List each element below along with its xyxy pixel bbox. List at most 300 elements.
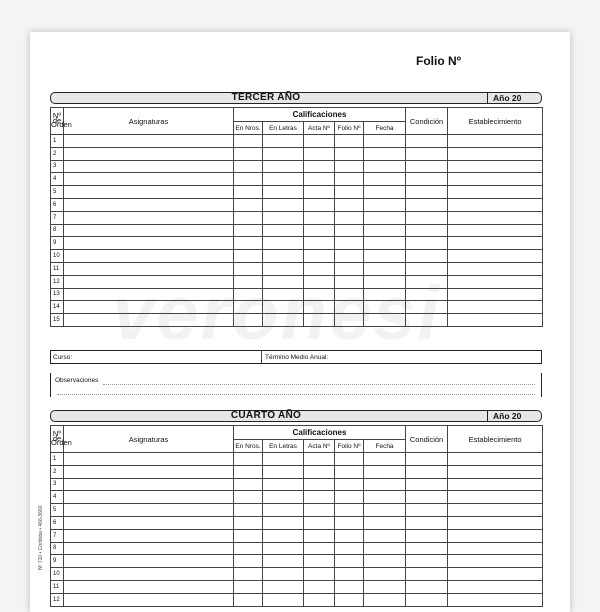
grade-number-cell[interactable]	[234, 580, 263, 593]
institution-cell[interactable]	[448, 453, 543, 466]
grade-letters-cell[interactable]	[263, 288, 304, 301]
institution-cell[interactable]	[448, 211, 543, 224]
subject-cell[interactable]	[64, 529, 234, 542]
folio-cell[interactable]	[335, 465, 364, 478]
institution-cell[interactable]	[448, 288, 543, 301]
observations-line	[57, 394, 535, 395]
date-cell[interactable]	[364, 465, 406, 478]
grade-number-cell[interactable]	[234, 314, 263, 327]
row-number: 12	[51, 593, 64, 606]
condition-cell[interactable]	[406, 465, 448, 478]
institution-cell[interactable]	[448, 555, 543, 568]
table-row	[51, 288, 543, 301]
date-cell[interactable]	[364, 262, 406, 275]
institution-cell[interactable]	[448, 478, 543, 491]
subject-cell[interactable]	[64, 262, 234, 275]
grade-number-cell[interactable]	[234, 453, 263, 466]
condition-cell[interactable]	[406, 211, 448, 224]
row-number: 15	[51, 314, 64, 327]
date-cell[interactable]	[364, 224, 406, 237]
date-cell[interactable]	[364, 529, 406, 542]
acta-cell[interactable]	[304, 224, 335, 237]
grade-number-cell[interactable]	[234, 224, 263, 237]
folio-cell[interactable]	[335, 314, 364, 327]
subject-cell[interactable]	[64, 542, 234, 555]
year-field[interactable]: Año 20	[487, 411, 541, 421]
institution-cell[interactable]	[448, 580, 543, 593]
folio-header: Folio Nº	[335, 122, 364, 135]
subject-cell[interactable]	[64, 198, 234, 211]
institution-cell[interactable]	[448, 516, 543, 529]
acta-cell[interactable]	[304, 478, 335, 491]
row-number: 5	[51, 186, 64, 199]
grade-number-cell[interactable]	[234, 275, 263, 288]
condition-cell[interactable]	[406, 224, 448, 237]
folio-label: Folio Nº	[416, 54, 462, 68]
date-cell[interactable]	[364, 453, 406, 466]
date-cell[interactable]	[364, 314, 406, 327]
observations-label: Observaciones	[55, 377, 99, 384]
folio-cell[interactable]	[335, 275, 364, 288]
subject-cell[interactable]	[64, 135, 234, 148]
printer-imprint: Nº 710 • Córdoba • 466-3660	[38, 505, 44, 570]
subject-cell[interactable]	[64, 275, 234, 288]
subject-cell[interactable]	[64, 568, 234, 581]
table-row	[51, 160, 543, 173]
condition-cell[interactable]	[406, 250, 448, 263]
institution-cell[interactable]	[448, 224, 543, 237]
section-fourth-year	[50, 410, 542, 603]
folio-cell[interactable]	[335, 250, 364, 263]
grade-letters-cell[interactable]	[263, 555, 304, 568]
grade-number-cell[interactable]	[234, 301, 263, 314]
date-cell[interactable]	[364, 580, 406, 593]
folio-cell[interactable]	[335, 453, 364, 466]
grade-number-cell[interactable]	[234, 288, 263, 301]
grade-number-cell[interactable]	[234, 529, 263, 542]
acta-cell[interactable]	[304, 568, 335, 581]
row-number: 10	[51, 250, 64, 263]
grade-number-cell[interactable]	[234, 211, 263, 224]
condition-header: Condición	[406, 108, 448, 135]
table-row	[51, 580, 543, 593]
year-field[interactable]: Año 20	[487, 93, 541, 103]
condition-cell[interactable]	[406, 580, 448, 593]
date-header: Fecha	[364, 122, 406, 135]
condition-cell[interactable]	[406, 160, 448, 173]
date-cell[interactable]	[364, 198, 406, 211]
table-row	[51, 453, 543, 466]
acta-cell[interactable]	[304, 237, 335, 250]
grade-letters-cell[interactable]	[263, 516, 304, 529]
grade-letters-cell[interactable]	[263, 491, 304, 504]
acta-cell[interactable]	[304, 491, 335, 504]
table-row	[51, 135, 543, 148]
row-number: 6	[51, 198, 64, 211]
row-number: 8	[51, 542, 64, 555]
table-row	[51, 529, 543, 542]
grade-letters-cell[interactable]	[263, 465, 304, 478]
institution-cell[interactable]	[448, 173, 543, 186]
acta-cell[interactable]	[304, 453, 335, 466]
institution-cell[interactable]	[448, 568, 543, 581]
observations-box[interactable]	[50, 373, 542, 397]
row-number: 3	[51, 160, 64, 173]
condition-cell[interactable]	[406, 198, 448, 211]
grade-letters-header: En Letras	[263, 440, 304, 453]
folio-cell[interactable]	[335, 288, 364, 301]
condition-cell[interactable]	[406, 173, 448, 186]
acta-cell[interactable]	[304, 211, 335, 224]
record-sheet	[30, 32, 570, 612]
grade-numbers-header: En Nros.	[234, 122, 263, 135]
institution-cell[interactable]	[448, 301, 543, 314]
folio-cell[interactable]	[335, 160, 364, 173]
grades-header: Calificaciones	[234, 426, 406, 440]
grade-number-cell[interactable]	[234, 542, 263, 555]
acta-cell[interactable]	[304, 314, 335, 327]
date-cell[interactable]	[364, 147, 406, 160]
institution-header: Establecimiento	[448, 426, 543, 453]
subject-cell[interactable]	[64, 288, 234, 301]
grade-number-cell[interactable]	[234, 173, 263, 186]
grade-number-cell[interactable]	[234, 186, 263, 199]
subject-cell[interactable]	[64, 491, 234, 504]
condition-cell[interactable]	[406, 542, 448, 555]
table-row	[51, 262, 543, 275]
course-field[interactable]: Curso:	[53, 354, 73, 361]
table-row	[51, 491, 543, 504]
subject-cell[interactable]	[64, 555, 234, 568]
acta-cell[interactable]	[304, 262, 335, 275]
grade-number-cell[interactable]	[234, 516, 263, 529]
grade-number-cell[interactable]	[234, 198, 263, 211]
acta-cell[interactable]	[304, 135, 335, 148]
institution-cell[interactable]	[448, 491, 543, 504]
acta-cell[interactable]	[304, 198, 335, 211]
folio-cell[interactable]	[335, 478, 364, 491]
acta-cell[interactable]	[304, 173, 335, 186]
condition-cell[interactable]	[406, 147, 448, 160]
folio-cell[interactable]	[335, 262, 364, 275]
subject-cell[interactable]	[64, 580, 234, 593]
grade-letters-cell[interactable]	[263, 301, 304, 314]
institution-cell[interactable]	[448, 275, 543, 288]
institution-cell[interactable]	[448, 135, 543, 148]
folio-cell[interactable]	[335, 504, 364, 517]
grade-letters-cell[interactable]	[263, 147, 304, 160]
date-cell[interactable]	[364, 186, 406, 199]
condition-cell[interactable]	[406, 314, 448, 327]
acta-cell[interactable]	[304, 542, 335, 555]
row-number: 11	[51, 262, 64, 275]
footer-divider	[261, 351, 262, 363]
row-number: 10	[51, 568, 64, 581]
grade-number-cell[interactable]	[234, 491, 263, 504]
row-number: 1	[51, 453, 64, 466]
date-cell[interactable]	[364, 516, 406, 529]
annual-average-field[interactable]: Término Medio Anual:	[265, 354, 329, 361]
subject-cell[interactable]	[64, 186, 234, 199]
grades-header: Calificaciones	[234, 108, 406, 122]
row-number: 6	[51, 516, 64, 529]
condition-cell[interactable]	[406, 288, 448, 301]
condition-cell[interactable]	[406, 453, 448, 466]
date-cell[interactable]	[364, 135, 406, 148]
row-number: 11	[51, 580, 64, 593]
condition-cell[interactable]	[406, 135, 448, 148]
row-number: 3	[51, 478, 64, 491]
acta-cell[interactable]	[304, 465, 335, 478]
subject-cell[interactable]	[64, 237, 234, 250]
subject-cell[interactable]	[64, 173, 234, 186]
row-number: 4	[51, 491, 64, 504]
date-cell[interactable]	[364, 275, 406, 288]
condition-cell[interactable]	[406, 275, 448, 288]
folio-cell[interactable]	[335, 173, 364, 186]
order-number-header: Nº de Orden	[51, 426, 64, 453]
grades-table	[50, 107, 543, 327]
table-row	[51, 555, 543, 568]
acta-cell[interactable]	[304, 186, 335, 199]
table-row	[51, 250, 543, 263]
institution-header: Establecimiento	[448, 108, 543, 135]
condition-cell[interactable]	[406, 186, 448, 199]
acta-cell[interactable]	[304, 301, 335, 314]
folio-cell[interactable]	[335, 555, 364, 568]
grade-letters-cell[interactable]	[263, 504, 304, 517]
subjects-header: Asignaturas	[64, 108, 234, 135]
date-cell[interactable]	[364, 237, 406, 250]
table-row	[51, 314, 543, 327]
row-number: 8	[51, 224, 64, 237]
table-row	[51, 478, 543, 491]
section-footer	[50, 350, 542, 364]
grade-number-cell[interactable]	[234, 465, 263, 478]
folio-cell[interactable]	[335, 529, 364, 542]
acta-cell[interactable]	[304, 529, 335, 542]
acta-header: Acta Nº	[304, 122, 335, 135]
folio-cell[interactable]	[335, 580, 364, 593]
table-row	[51, 275, 543, 288]
table-row	[51, 186, 543, 199]
grade-letters-cell[interactable]	[263, 275, 304, 288]
folio-cell[interactable]	[335, 186, 364, 199]
condition-cell[interactable]	[406, 491, 448, 504]
folio-cell[interactable]	[335, 198, 364, 211]
grade-letters-header: En Letras	[263, 122, 304, 135]
date-cell[interactable]	[364, 542, 406, 555]
grade-number-cell[interactable]	[234, 160, 263, 173]
folio-cell[interactable]	[335, 224, 364, 237]
institution-cell[interactable]	[448, 160, 543, 173]
grade-number-cell[interactable]	[234, 250, 263, 263]
grade-letters-cell[interactable]	[263, 250, 304, 263]
subjects-header: Asignaturas	[64, 426, 234, 453]
grade-letters-cell[interactable]	[263, 568, 304, 581]
grade-number-cell[interactable]	[234, 555, 263, 568]
subject-cell[interactable]	[64, 314, 234, 327]
table-row	[51, 224, 543, 237]
subject-cell[interactable]	[64, 160, 234, 173]
grade-letters-cell[interactable]	[263, 198, 304, 211]
folio-cell[interactable]	[335, 211, 364, 224]
date-cell[interactable]	[364, 301, 406, 314]
grade-letters-cell[interactable]	[263, 314, 304, 327]
grade-letters-cell[interactable]	[263, 173, 304, 186]
grade-number-cell[interactable]	[234, 262, 263, 275]
section-title: CUARTO AÑO	[230, 410, 302, 421]
section-title: TERCER AÑO	[231, 92, 301, 103]
table-row	[51, 568, 543, 581]
condition-cell[interactable]	[406, 237, 448, 250]
table-row	[51, 173, 543, 186]
date-cell[interactable]	[364, 211, 406, 224]
grade-letters-cell[interactable]	[263, 580, 304, 593]
date-cell[interactable]	[364, 555, 406, 568]
date-cell[interactable]	[364, 478, 406, 491]
grade-letters-cell[interactable]	[263, 453, 304, 466]
section-title-bar	[50, 410, 542, 422]
condition-cell[interactable]	[406, 301, 448, 314]
table-row	[51, 465, 543, 478]
grade-letters-cell[interactable]	[263, 135, 304, 148]
row-number: 13	[51, 288, 64, 301]
acta-cell[interactable]	[304, 275, 335, 288]
subject-cell[interactable]	[64, 478, 234, 491]
folio-cell[interactable]	[335, 516, 364, 529]
condition-header: Condición	[406, 426, 448, 453]
condition-cell[interactable]	[406, 478, 448, 491]
grade-number-cell[interactable]	[234, 147, 263, 160]
grade-letters-cell[interactable]	[263, 262, 304, 275]
row-number: 9	[51, 237, 64, 250]
observations-line	[103, 384, 535, 385]
table-row	[51, 504, 543, 517]
institution-cell[interactable]	[448, 198, 543, 211]
grade-numbers-header: En Nros.	[234, 440, 263, 453]
folio-cell[interactable]	[335, 237, 364, 250]
institution-cell[interactable]	[448, 465, 543, 478]
grade-letters-cell[interactable]	[263, 160, 304, 173]
acta-cell[interactable]	[304, 555, 335, 568]
acta-cell[interactable]	[304, 580, 335, 593]
grade-number-cell[interactable]	[234, 504, 263, 517]
folio-header: Folio Nº	[335, 440, 364, 453]
row-number: 5	[51, 504, 64, 517]
order-number-header: Nº de Orden	[51, 108, 64, 135]
grade-letters-cell[interactable]	[263, 478, 304, 491]
date-cell[interactable]	[364, 160, 406, 173]
table-row	[51, 516, 543, 529]
subject-cell[interactable]	[64, 250, 234, 263]
folio-cell[interactable]	[335, 491, 364, 504]
row-number: 4	[51, 173, 64, 186]
row-number: 7	[51, 529, 64, 542]
institution-cell[interactable]	[448, 542, 543, 555]
condition-cell[interactable]	[406, 529, 448, 542]
institution-cell[interactable]	[448, 314, 543, 327]
folio-cell[interactable]	[335, 301, 364, 314]
subject-cell[interactable]	[64, 211, 234, 224]
row-number: 2	[51, 147, 64, 160]
row-number: 2	[51, 465, 64, 478]
row-number: 14	[51, 301, 64, 314]
date-cell[interactable]	[364, 250, 406, 263]
folio-cell[interactable]	[335, 568, 364, 581]
grade-letters-cell[interactable]	[263, 211, 304, 224]
acta-cell[interactable]	[304, 288, 335, 301]
acta-header: Acta Nº	[304, 440, 335, 453]
institution-cell[interactable]	[448, 237, 543, 250]
subject-cell[interactable]	[64, 465, 234, 478]
row-number: 7	[51, 211, 64, 224]
institution-cell[interactable]	[448, 186, 543, 199]
date-cell[interactable]	[364, 173, 406, 186]
institution-cell[interactable]	[448, 529, 543, 542]
table-row	[51, 147, 543, 160]
institution-cell[interactable]	[448, 504, 543, 517]
table-row	[51, 198, 543, 211]
grade-letters-cell[interactable]	[263, 237, 304, 250]
condition-cell[interactable]	[406, 568, 448, 581]
subject-cell[interactable]	[64, 224, 234, 237]
grade-letters-cell[interactable]	[263, 186, 304, 199]
date-cell[interactable]	[364, 288, 406, 301]
grade-number-cell[interactable]	[234, 237, 263, 250]
subject-cell[interactable]	[64, 147, 234, 160]
condition-cell[interactable]	[406, 516, 448, 529]
institution-cell[interactable]	[448, 262, 543, 275]
folio-cell[interactable]	[335, 542, 364, 555]
row-number: 1	[51, 135, 64, 148]
table-row	[51, 301, 543, 314]
condition-cell[interactable]	[406, 504, 448, 517]
subject-cell[interactable]	[64, 516, 234, 529]
grade-number-cell[interactable]	[234, 135, 263, 148]
institution-cell[interactable]	[448, 147, 543, 160]
row-number: 9	[51, 555, 64, 568]
acta-cell[interactable]	[304, 147, 335, 160]
date-header: Fecha	[364, 440, 406, 453]
institution-cell[interactable]	[448, 250, 543, 263]
folio-cell[interactable]	[335, 135, 364, 148]
table-row	[51, 542, 543, 555]
acta-cell[interactable]	[304, 160, 335, 173]
subject-cell[interactable]	[64, 301, 234, 314]
subject-cell[interactable]	[64, 453, 234, 466]
section-title-bar	[50, 92, 542, 104]
grade-letters-cell[interactable]	[263, 542, 304, 555]
date-cell[interactable]	[364, 491, 406, 504]
date-cell[interactable]	[364, 568, 406, 581]
table-row	[51, 211, 543, 224]
acta-cell[interactable]	[304, 504, 335, 517]
grade-letters-cell[interactable]	[263, 224, 304, 237]
grade-number-cell[interactable]	[234, 478, 263, 491]
acta-cell[interactable]	[304, 516, 335, 529]
subject-cell[interactable]	[64, 504, 234, 517]
condition-cell[interactable]	[406, 555, 448, 568]
grades-table	[50, 425, 543, 607]
grade-letters-cell[interactable]	[263, 529, 304, 542]
table-row	[51, 237, 543, 250]
date-cell[interactable]	[364, 504, 406, 517]
grade-number-cell[interactable]	[234, 568, 263, 581]
acta-cell[interactable]	[304, 250, 335, 263]
condition-cell[interactable]	[406, 262, 448, 275]
folio-cell[interactable]	[335, 147, 364, 160]
